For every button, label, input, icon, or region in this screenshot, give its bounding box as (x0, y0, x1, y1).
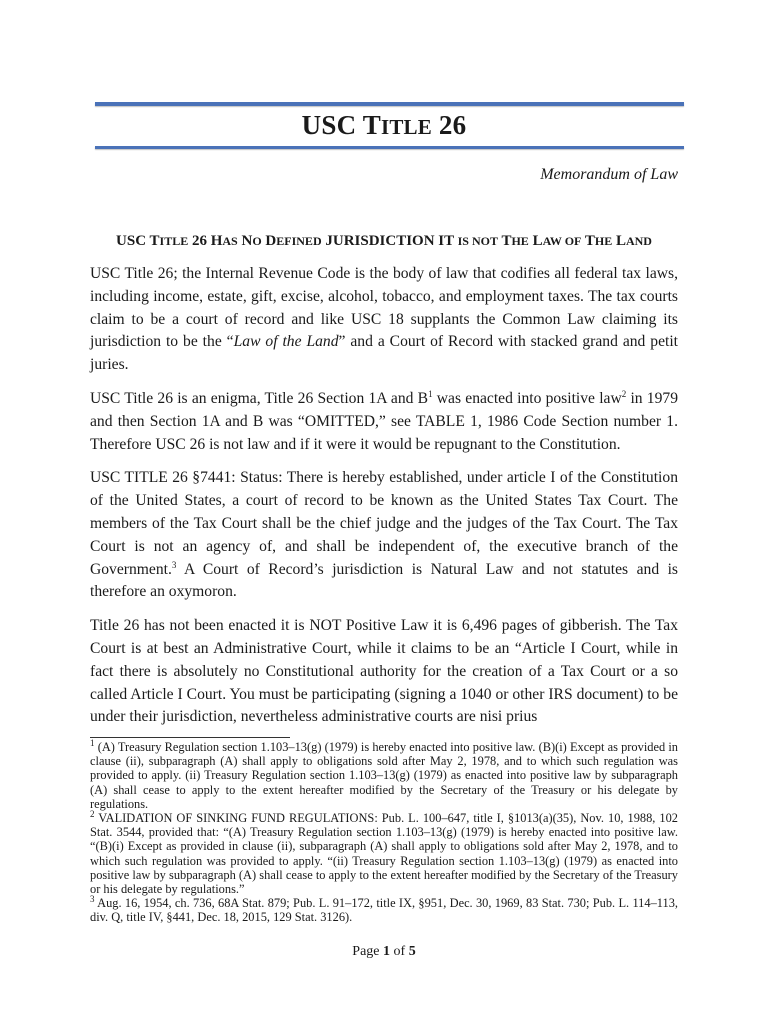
document-subtitle: Memorandum of Law (540, 166, 678, 183)
heading-part: EFINED (276, 234, 322, 248)
footnote-ref-1[interactable]: 1 (428, 388, 433, 399)
page-total: 5 (408, 944, 416, 959)
text-run: in 1979 and then Section 1A and B was “OMITTED,” see TABLE 1, 1986 Code Section number 1. Therefore USC 26 is not law and if it were it would be repugnant to the Constitution. (90, 389, 678, 453)
title-smallcaps: ITLE (380, 115, 432, 139)
text-run: USC TITLE 26 §7441: Status: There is hereby established, under article I of the Constitution of the United States, a court of record to be known as the United States Tax Court. The members of the Tax Court shall be the chief judge and the judges of the Tax Court. The Tax Court is not an agency of, and shall be independent of, the executive branch of the Government. (90, 469, 678, 578)
footnote-text: VALIDATION OF SINKING FUND REGULATIONS: Pub. L. 100–647, title I, §1013(a)(35), Nov. 10, 1988, 102 Stat. 3544, provided that: “(A) Treasury Regulation section 1.103–13(g) (1979) is hereby enacted into positive law. “(B)(i) Except as provided in clause (ii), subparagraph (A) shall apply to obligations sold after May 2, 1978, and to which such regulation was provided to apply. “(ii) Treasury Regulation section 1.103–13(g) (1979) as enacted into positive law by subparagraph (A) shall cease to apply to the extent hereafter modified by the Secretary of the Treasury or his delegate by regulations.” (90, 811, 678, 897)
paragraph-2 (90, 388, 678, 456)
footnote-mark: 3 (90, 894, 95, 905)
document-title (0, 110, 768, 141)
text-run: A Court of Record’s jurisdiction is Natural Law and not statutes and is therefore an oxymoron. (90, 560, 678, 601)
footnote-text: (A) Treasury Regulation section 1.103–13(g) (1979) is hereby enacted into positive law. (B)(i) Except as provided in clause (ii), subparagraph (A) shall apply to obligations sold after May 2, 1978, and to which such regulation was provided to apply. (ii) Treasury Regulation section 1.103–13(g) (1979) as enacted into positive law by subparagraph (A) shall cease to apply to the extent hereafter modified by the Secretary of the Treasury or his delegate by regulations. (90, 740, 678, 811)
italic-run: Law of the Land (233, 333, 339, 351)
footnote-ref-3[interactable]: 3 (171, 559, 177, 570)
text-run: USC Title 26 is an enigma, Title 26 Section 1A and B (90, 389, 429, 407)
footnote-divider (90, 737, 290, 738)
text-run: USC Title 26; the Internal Revenue Code is the body of law that codifies all federal tax laws, including income, estate, gift, excise, alcohol, tobacco, and employment taxes. The tax courts claim to be a court of record and like USC 18 supplants the Common Law claiming its jurisdiction to be the “ (90, 265, 678, 351)
heading-part: L (612, 233, 626, 249)
footnote-3 (90, 896, 678, 924)
heading-part: N (237, 233, 253, 249)
heading-part: T (581, 233, 595, 249)
title-text: USC T (301, 110, 381, 140)
footnote-mark: 2 (90, 808, 95, 819)
footnotes (90, 737, 678, 925)
heading-part: JURISDICTION IT (321, 233, 458, 249)
page-of: of (390, 944, 409, 959)
paragraph-4: Title 26 has not been enacted it is NOT Positive Law it is 6,496 pages of gibberish. The Tax Court is at best an Administrative Court, while it claims to be an “Article I Court, while in fact there is absolutely no Constitutional authority for the creation of a Tax Court or a so called Article I Court. You must be participating (signing a 1040 or other IRS document) to be under their jurisdiction, nevertheless administrative courts are nisi prius (90, 617, 678, 726)
heading-part: 26 H (188, 233, 223, 249)
page-number (0, 944, 768, 960)
footnote-ref-2[interactable]: 2 (621, 388, 627, 399)
heading-part: ITLE (159, 234, 189, 248)
heading-part: AW OF (542, 234, 582, 248)
heading-part: AS (222, 234, 238, 248)
body-text (90, 263, 678, 740)
section-heading (0, 233, 768, 250)
heading-part: USC T (116, 233, 160, 249)
footnote-text: Aug. 16, 1954, ch. 736, 68A Stat. 879; Pub. L. 91–172, title IX, §951, Dec. 30, 1969, 83 Stat. 730; Pub. L. 114–113, div. Q, title IV, §441, Dec. 18, 2015, 129 Stat. 3126). (90, 896, 678, 925)
heading-part: O (252, 234, 262, 248)
heading-part: IS NOT (457, 234, 498, 248)
footnote-2 (90, 808, 678, 897)
footnote-mark: 1 (90, 737, 95, 748)
paragraph-3 (90, 467, 678, 604)
title-rule-bottom (95, 146, 684, 149)
heading-part: AND (625, 234, 652, 248)
footnote-1 (90, 737, 678, 811)
page-label: Page (352, 944, 384, 959)
text-run: ” and a Court of Record with stacked grand and petit juries. (90, 333, 678, 374)
title-number: 26 (431, 110, 467, 140)
page-current: 1 (383, 944, 391, 959)
heading-part: T (497, 233, 512, 249)
title-rule-top (95, 102, 684, 106)
heading-part: HE (511, 234, 529, 248)
heading-part: HE (594, 234, 613, 248)
text-run: was enacted into positive law (432, 389, 622, 407)
paragraph-1 (90, 263, 678, 377)
heading-part: D (261, 233, 277, 249)
heading-part: L (528, 233, 543, 249)
